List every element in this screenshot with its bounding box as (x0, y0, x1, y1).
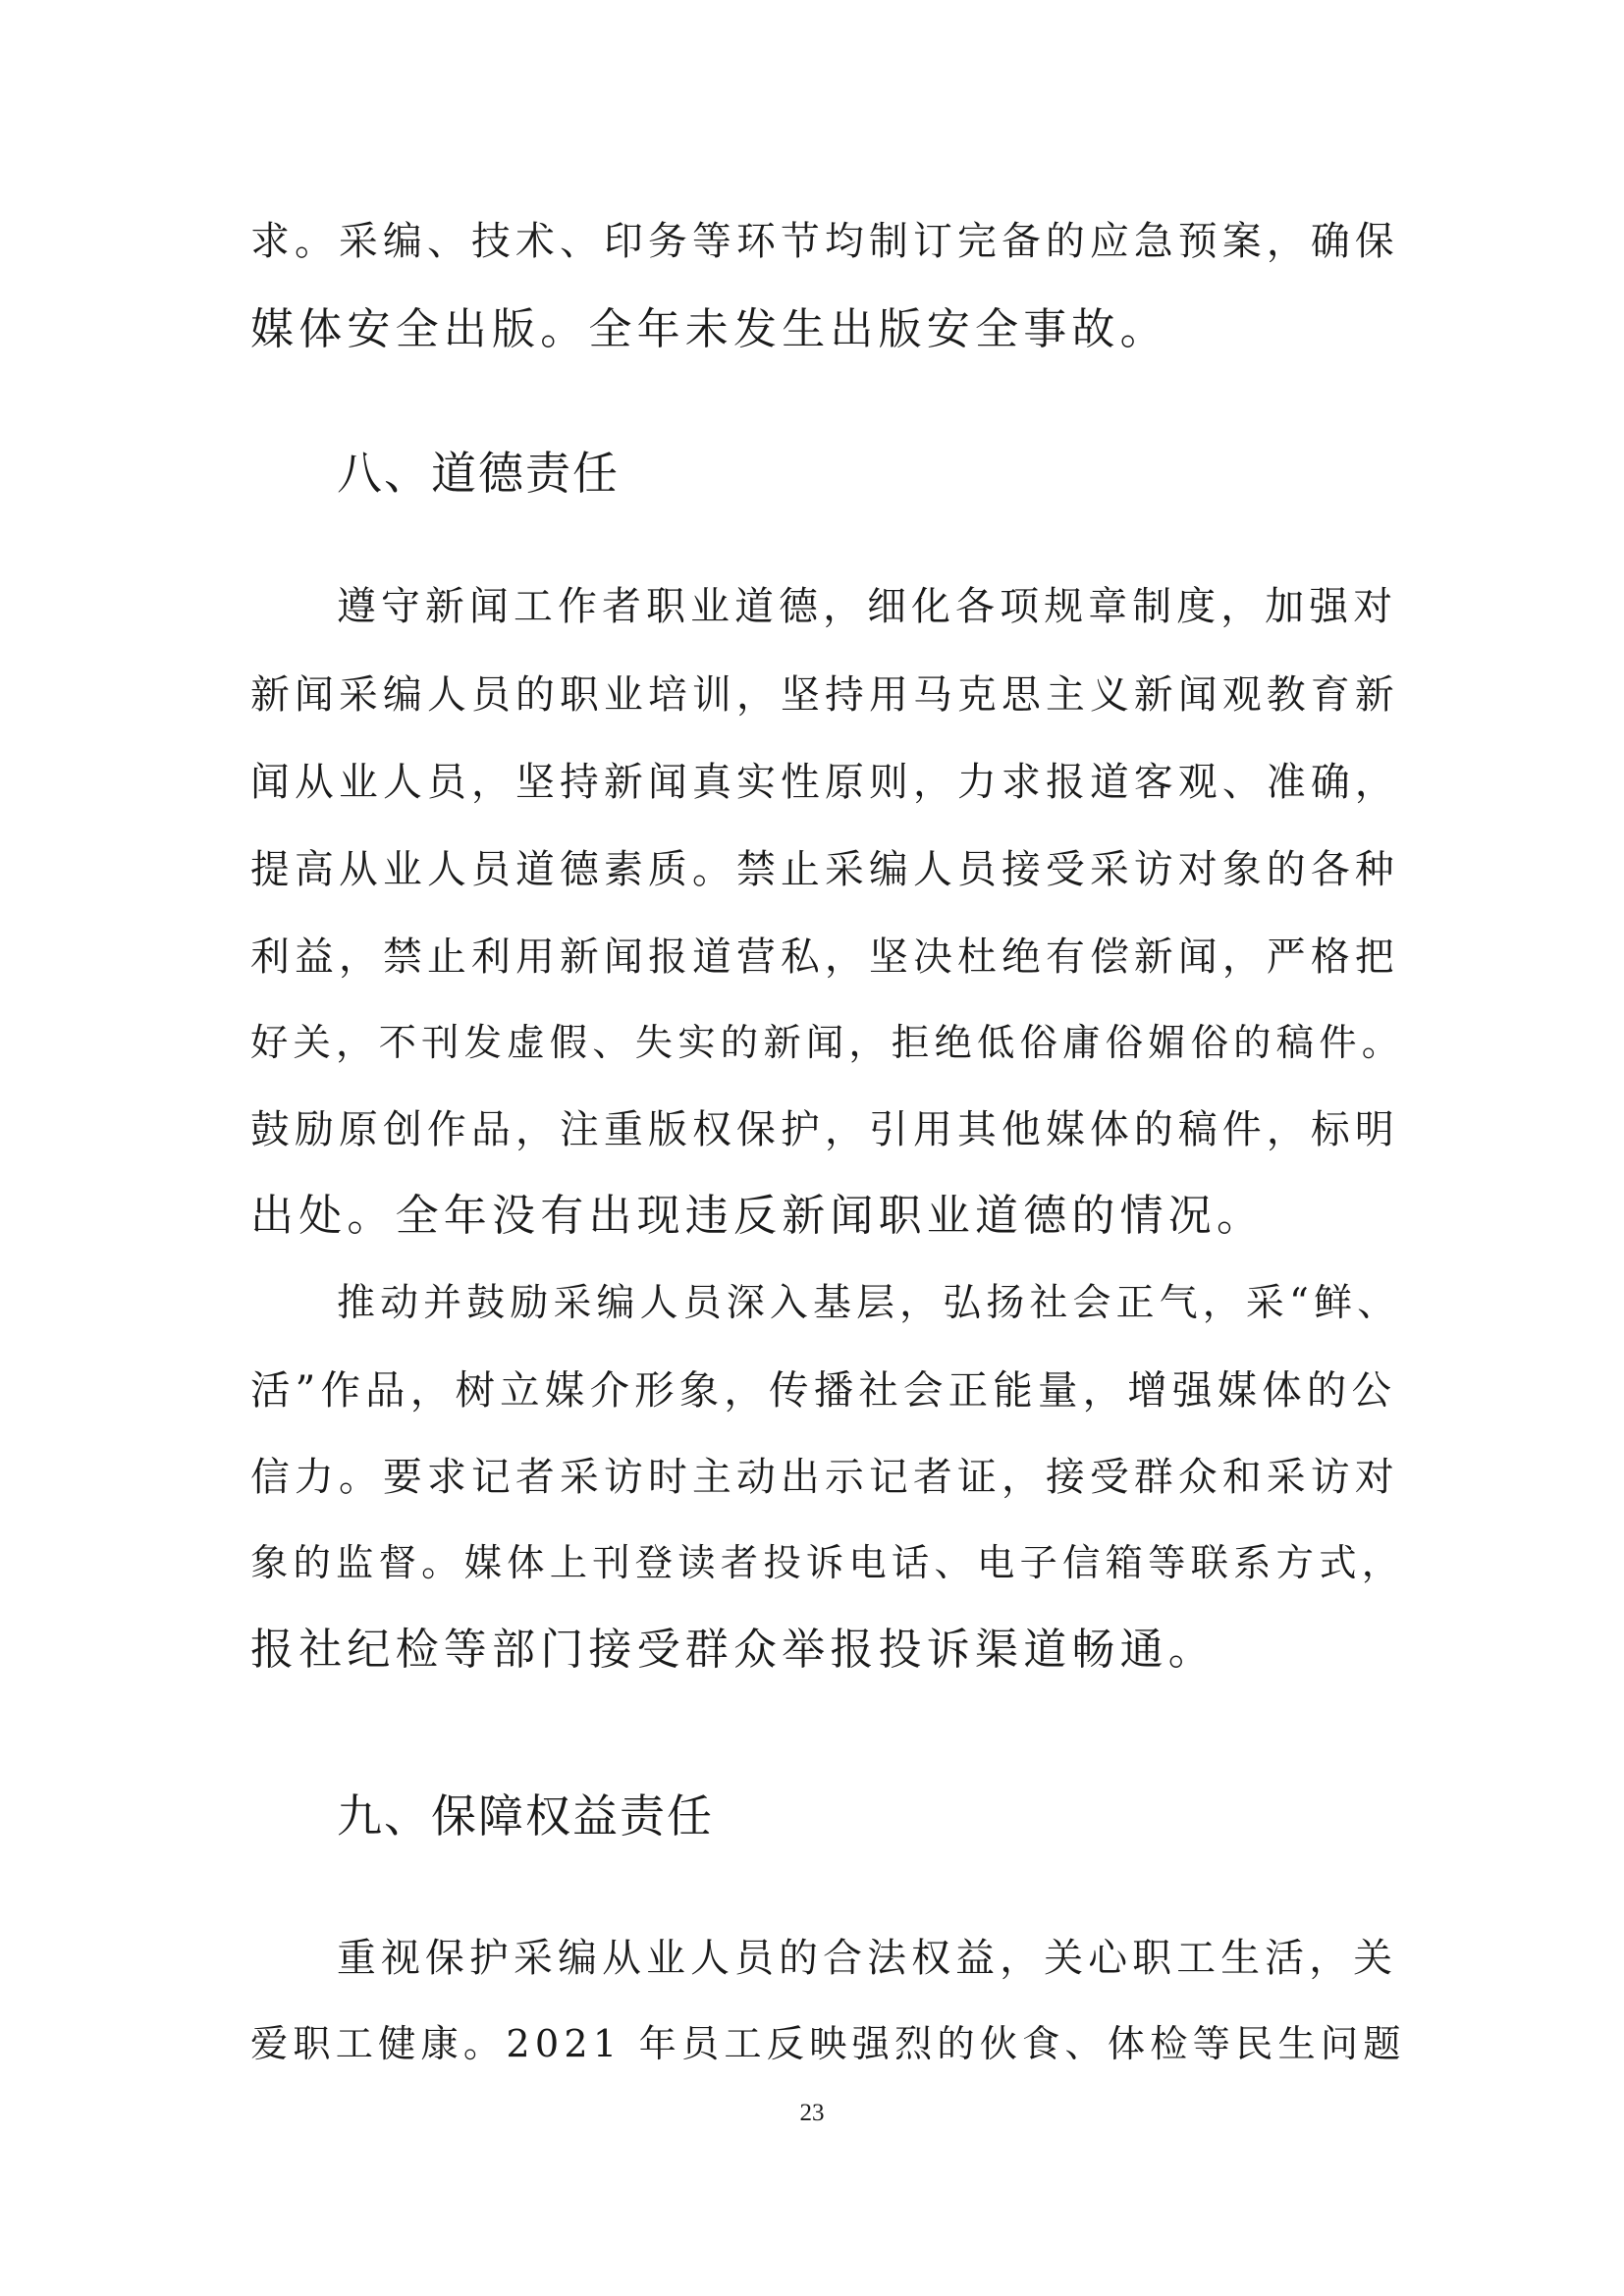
body-text-line: 提高从业人员道德素质。禁止采编人员接受采访对象的各种 (250, 847, 1399, 892)
body-text-line: 出处。全年没有出现违反新闻职业道德的情况。 (250, 1191, 1266, 1241)
body-text-line: 求。采编、技术、印务等环节均制订完备的应急预案，确保 (250, 219, 1399, 264)
body-text-line: 推动并鼓励采编人员深入基层，弘扬社会正气，采“鲜、 (337, 1281, 1401, 1325)
body-text-line: 遵守新闻工作者职业道德，细化各项规章制度，加强对 (337, 584, 1398, 629)
body-text-line: 新闻采编人员的职业培训，坚持用马克思主义新闻观教育新 (250, 672, 1399, 718)
body-text-line: 重视保护采编从业人员的合法权益，关心职工生活，关 (337, 1936, 1398, 1981)
body-text-line: 鼓励原创作品，注重版权保护，引用其他媒体的稿件，标明 (250, 1107, 1399, 1152)
body-text-line: 闻从业人员，坚持新闻真实性原则，力求报道客观、准确， (250, 760, 1399, 805)
body-text-line: 信力。要求记者采访时主动出示记者证，接受群众和采访对 (250, 1455, 1399, 1500)
page-number: 23 (799, 2100, 825, 2126)
body-text-line: 利益，禁止利用新闻报道营私，坚决杜绝有偿新闻，严格把 (250, 934, 1399, 980)
body-text-line: 象的监督。媒体上刊登读者投诉电话、电子信箱等联系方式， (250, 1541, 1405, 1585)
body-text-line: 媒体安全出版。全年未发生出版安全事故。 (250, 304, 1168, 354)
body-text-line: 报社纪检等部门接受群众举报投诉渠道畅通。 (250, 1625, 1217, 1675)
section-heading-moral-responsibility: 八、道德责任 (337, 447, 620, 500)
section-heading-rights-protection: 九、保障权益责任 (337, 1789, 714, 1842)
body-text-line: 活”作品，树立媒介形象，传播社会正能量，增强媒体的公 (250, 1366, 1397, 1414)
body-text-line: 爱职工健康。2021 年员工反映强烈的伙食、体检等民生问题 (250, 2023, 1406, 2066)
body-text-line: 好关，不刊发虚假、失实的新闻，拒绝低俗庸俗媚俗的稿件。 (250, 1021, 1405, 1065)
